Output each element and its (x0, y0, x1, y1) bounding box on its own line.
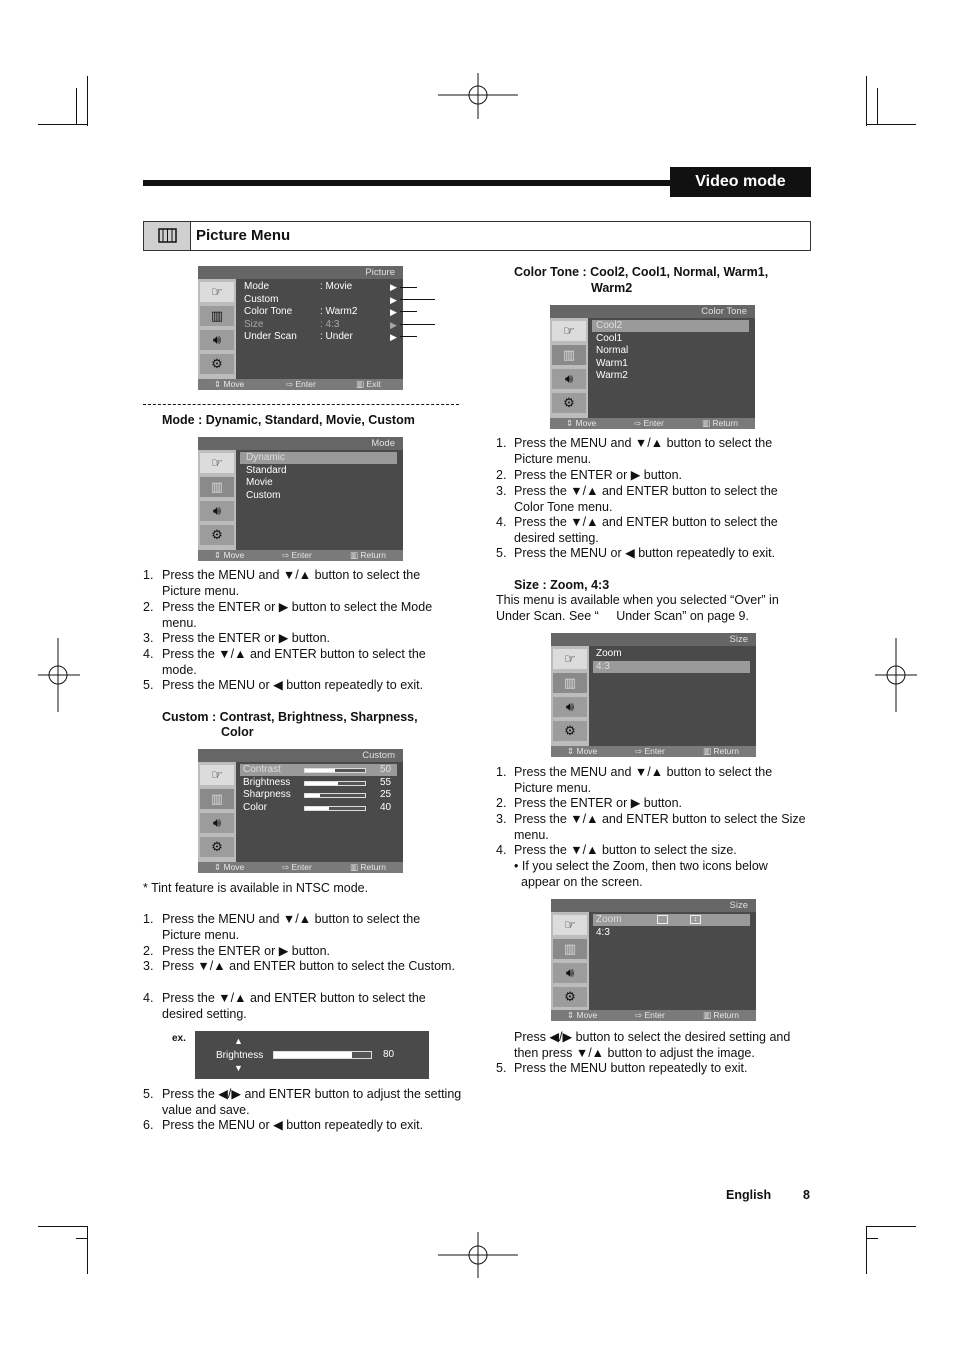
osd-item-label: Brightness (243, 777, 291, 788)
brightness-example-osd (195, 1031, 429, 1079)
setup-gear-icon: ⚙ (200, 525, 234, 545)
enter-hint: ⇨ Enter (282, 862, 312, 872)
return-hint: ▥ Return (703, 1010, 739, 1020)
level-bar (304, 781, 366, 786)
osd-row-label: Color Tone (244, 306, 293, 317)
zoom-pan-icon (657, 915, 668, 924)
color-tone-heading: Color Tone : Cool2, Cool1, Normal, Warm1, (514, 265, 769, 279)
bullet-text: • If you select the Zoom, then two icons below (514, 859, 768, 873)
picture-icon: ▥ (552, 345, 586, 365)
step-text: Press the ENTER or ▶ button to select the Mode menu. (162, 600, 433, 630)
osd-title: Size (551, 633, 756, 646)
size-last-step: Press the MENU button repeatedly to exit. (514, 1061, 748, 1075)
return-hint: ▥ Return (350, 550, 386, 560)
callout-line (400, 336, 417, 337)
sound-icon: 🔊︎ (200, 813, 234, 833)
setup-gear-icon: ⚙ (200, 837, 234, 857)
picture-icon: ▥ (553, 939, 587, 959)
sound-icon: 🔊︎ (200, 330, 234, 350)
crop-mark (76, 1238, 88, 1239)
picture-icon: ▥ (553, 673, 587, 693)
move-hint: ⇕ Move (567, 746, 598, 756)
osd-option: Cool1 (596, 333, 623, 344)
bullet-text-line2: appear on the screen. (521, 875, 643, 889)
size-heading: Size : Zoom, 4:3 (514, 578, 610, 592)
osd-option: Custom (246, 490, 281, 501)
callout-line (400, 311, 417, 312)
crop-mark (866, 1226, 916, 1227)
header-label: Video mode (670, 167, 811, 197)
step-text: Press the ▼/▲ button to select the size. (514, 843, 737, 857)
input-icon: ☞ (200, 282, 234, 302)
osd-item-value: 55 (380, 777, 392, 788)
osd-option: Standard (246, 465, 287, 476)
osd-option: Warm2 (596, 370, 628, 381)
osd-footer (198, 862, 403, 873)
step-text: Press the MENU and ▼/▲ button to select the Picture menu. (514, 436, 773, 466)
exit-hint: ▥ Exit (356, 379, 381, 389)
picture-icon: ▥ (200, 789, 234, 809)
osd-item-label: Contrast (243, 764, 281, 775)
osd-option: Zoom (596, 648, 622, 659)
return-hint: ▥ Return (350, 862, 386, 872)
osd-option: Movie (246, 477, 273, 488)
crop-mark (866, 76, 867, 126)
osd-title: Custom (198, 749, 403, 762)
move-hint: ⇕ Move (214, 550, 245, 560)
step-text: Press the ▼/▲ and ENTER button to select the desired setting. (162, 991, 426, 1021)
sound-icon: 🔊︎ (552, 369, 586, 389)
osd-title: Picture (198, 266, 403, 279)
osd-sidebar (551, 912, 589, 1010)
crop-mark (87, 1226, 88, 1274)
zoom-height-icon: ↕ (690, 915, 701, 924)
return-hint: ▥ Return (702, 418, 738, 428)
osd-option: 4:3 (596, 661, 610, 672)
footer-language: English (726, 1188, 772, 1202)
osd-title: Mode (198, 437, 403, 450)
osd-option: Dynamic (246, 452, 285, 463)
size-description-line2: Under Scan. See “ Under Scan” on page 9. (496, 609, 749, 623)
example-item-value: 80 (383, 1049, 395, 1060)
arrow-up-icon: ▲ (234, 1036, 243, 1046)
osd-sidebar (198, 762, 236, 862)
osd-row-label: Custom (244, 294, 279, 305)
enter-hint: ⇨ Enter (635, 1010, 665, 1020)
input-icon: ☞ (200, 453, 234, 473)
enter-hint: ⇨ Enter (286, 379, 316, 389)
crop-mark (866, 124, 916, 125)
crop-mark (866, 1226, 867, 1274)
step-text: Press the ENTER or ▶ button. (514, 796, 683, 810)
osd-title: Color Tone (550, 305, 755, 318)
setup-gear-icon: ⚙ (552, 393, 586, 413)
step-text: Press ▼/▲ and ENTER button to select the Custom. (162, 959, 455, 973)
osd-footer (551, 746, 756, 757)
input-icon: ☞ (200, 765, 234, 785)
setup-gear-icon: ⚙ (200, 354, 234, 374)
sound-icon: 🔊︎ (553, 963, 587, 983)
osd-option: Warm1 (596, 358, 628, 369)
osd-row-value: : Under (320, 331, 353, 342)
step-text: Press the ENTER or ▶ button. (514, 468, 683, 482)
crop-mark (866, 1238, 878, 1239)
picture-icon: ▥ (200, 306, 234, 326)
color-tone-osd (550, 305, 755, 429)
osd-sidebar (198, 450, 236, 550)
osd-sidebar (198, 279, 236, 379)
osd-option: Normal (596, 345, 629, 356)
osd-row-label: Size (244, 319, 264, 330)
osd-item-value: 50 (380, 764, 392, 775)
custom-heading-line2: Color (221, 725, 254, 739)
size-osd (551, 633, 756, 757)
size-zoom-osd (551, 899, 756, 1021)
crop-mark (87, 76, 88, 126)
size-after-text-line2: then press ▼/▲ button to adjust the image. (514, 1046, 755, 1060)
step-text: Press the MENU and ▼/▲ button to select the Picture menu. (162, 568, 421, 598)
callout-line (400, 324, 435, 325)
crop-mark (76, 88, 77, 124)
color-tone-heading-line2: Warm2 (591, 281, 633, 295)
osd-footer (198, 379, 403, 390)
osd-option: Zoom (596, 914, 622, 925)
page-number: 8 (803, 1188, 810, 1202)
custom-steps-after: 5. Press the ◀/▶ and ENTER button to adjust the setting value and save. 6. Press the MENU or ◀ button repeatedly to exit. (143, 1087, 462, 1132)
dashed-divider (143, 404, 459, 405)
size-steps: 1. Press the MENU and ▼/▲ button to select the Picture menu. 2. Press the ENTER or ▶ button. 3. Press the ▼/▲ and ENTER button to select the Size menu. 4. Press the ▼/▲ button to select the size. • If you select the Zoom, then two icons below appear on the screen. (496, 765, 806, 889)
registration-mark (875, 638, 917, 712)
osd-footer (551, 1010, 756, 1021)
arrow-down-icon: ▼ (234, 1063, 243, 1073)
crop-mark (38, 124, 88, 125)
osd-option: 4:3 (596, 927, 610, 938)
step-text: Press the ◀/▶ and ENTER button to adjust the setting value and save. (162, 1087, 462, 1117)
example-label: ex. (172, 1033, 186, 1044)
selection-highlight (593, 661, 750, 673)
color-tone-steps: 1. Press the MENU and ▼/▲ button to select the Picture menu. 2. Press the ENTER or ▶ button. 3. Press the ▼/▲ and ENTER button to select the Color Tone menu. 4. Press the ▼/▲ and ENTER button to select the desired setting. 5. Press the MENU or ◀ button repeatedly to exit. (496, 436, 806, 566)
osd-row-value: : Movie (320, 281, 353, 292)
step-text: Press the ▼/▲ and ENTER button to select the desired setting. (514, 515, 778, 545)
osd-row-value: : 4:3 (320, 319, 340, 330)
osd-option: Cool2 (596, 320, 623, 331)
picture-icon (144, 222, 191, 250)
registration-mark (438, 1232, 518, 1278)
step-text: Press the MENU or ◀ button repeatedly to exit. (514, 546, 776, 560)
crop-mark (38, 1226, 88, 1227)
picture-icon: ▥ (200, 477, 234, 497)
arrow-right-icon: ▶ (390, 320, 397, 330)
level-bar (304, 793, 366, 798)
callout-line (400, 287, 417, 288)
crop-mark (877, 88, 878, 124)
section-header (143, 221, 811, 251)
step-text: Press the ENTER or ▶ button. (162, 631, 331, 645)
osd-row-label: Mode (244, 281, 270, 292)
sound-icon: 🔊︎ (200, 501, 234, 521)
level-bar (304, 768, 366, 773)
osd-title: Size (551, 899, 756, 912)
tint-note: * Tint feature is available in NTSC mode. (143, 881, 369, 895)
osd-footer (550, 418, 755, 429)
enter-hint: ⇨ Enter (634, 418, 664, 428)
example-item-label: Brightness (216, 1050, 264, 1061)
osd-item-label: Sharpness (243, 789, 291, 800)
step-text: Press the MENU and ▼/▲ button to select the Picture menu. (514, 765, 773, 795)
step-text: Press the MENU and ▼/▲ button to select the Picture menu. (162, 912, 421, 942)
enter-hint: ⇨ Enter (282, 550, 312, 560)
step-text: Press the ▼/▲ and ENTER button to select the Color Tone menu. (514, 484, 778, 514)
level-bar (304, 806, 366, 811)
osd-item-value: 25 (380, 789, 392, 800)
return-hint: ▥ Return (703, 746, 739, 756)
custom-osd (198, 749, 403, 873)
arrow-right-icon: ▶ (390, 332, 397, 342)
size-last-step-number: 5. (496, 1061, 507, 1075)
osd-sidebar (551, 646, 589, 746)
osd-item-label: Color (243, 802, 267, 813)
setup-gear-icon: ⚙ (553, 721, 587, 741)
section-title: Picture Menu (196, 227, 291, 244)
move-hint: ⇕ Move (214, 862, 245, 872)
osd-footer (198, 550, 403, 561)
osd-row-label: Under Scan (244, 331, 297, 342)
move-hint: ⇕ Move (214, 379, 245, 389)
level-bar (273, 1051, 372, 1059)
mode-heading: Mode : Dynamic, Standard, Movie, Custom (162, 413, 415, 427)
registration-mark (438, 73, 518, 119)
enter-hint: ⇨ Enter (635, 746, 665, 756)
step-text: Press the ENTER or ▶ button. (162, 944, 331, 958)
picture-osd (198, 266, 403, 390)
step-text: Press the ▼/▲ and ENTER button to select the mode. (162, 647, 426, 677)
move-hint: ⇕ Move (566, 418, 597, 428)
input-icon: ☞ (552, 321, 586, 341)
size-description: This menu is available when you selected “Over” in (496, 593, 779, 607)
setup-gear-icon: ⚙ (553, 987, 587, 1007)
arrow-right-icon: ▶ (390, 295, 397, 305)
registration-mark (38, 638, 80, 712)
mode-steps: 1. Press the MENU and ▼/▲ button to select the Picture menu. 2. Press the ENTER or ▶ button to select the Mode menu. 3. Press the ENTER or ▶ button. 4. Press the ▼/▲ and ENTER button to select the mode. 5. Press the MENU or ◀ button repeatedly to exit. (143, 568, 463, 698)
size-after-text: Press ◀/▶ button to select the desired setting and (514, 1030, 791, 1044)
move-hint: ⇕ Move (567, 1010, 598, 1020)
callout-line (400, 299, 435, 300)
arrow-right-icon: ▶ (390, 282, 397, 292)
osd-row-value: : Warm2 (320, 306, 358, 317)
custom-heading: Custom : Contrast, Brightness, Sharpness, (162, 710, 418, 724)
custom-steps: 1. Press the MENU and ▼/▲ button to select the Picture menu. 2. Press the ENTER or ▶ button. 3. Press ▼/▲ and ENTER button to select the Custom. 4. Press the ▼/▲ and ENTER button to select the desired setting. (143, 912, 463, 1024)
input-icon: ☞ (553, 649, 587, 669)
sound-icon: 🔊︎ (553, 697, 587, 717)
input-icon: ☞ (553, 915, 587, 935)
osd-item-value: 40 (380, 802, 392, 813)
osd-sidebar (550, 318, 588, 418)
step-text: Press the ▼/▲ and ENTER button to select the Size menu. (514, 812, 806, 842)
step-text: Press the MENU or ◀ button repeatedly to exit. (162, 1118, 424, 1132)
step-text: Press the MENU or ◀ button repeatedly to exit. (162, 678, 424, 692)
mode-osd (198, 437, 403, 561)
arrow-right-icon: ▶ (390, 307, 397, 317)
